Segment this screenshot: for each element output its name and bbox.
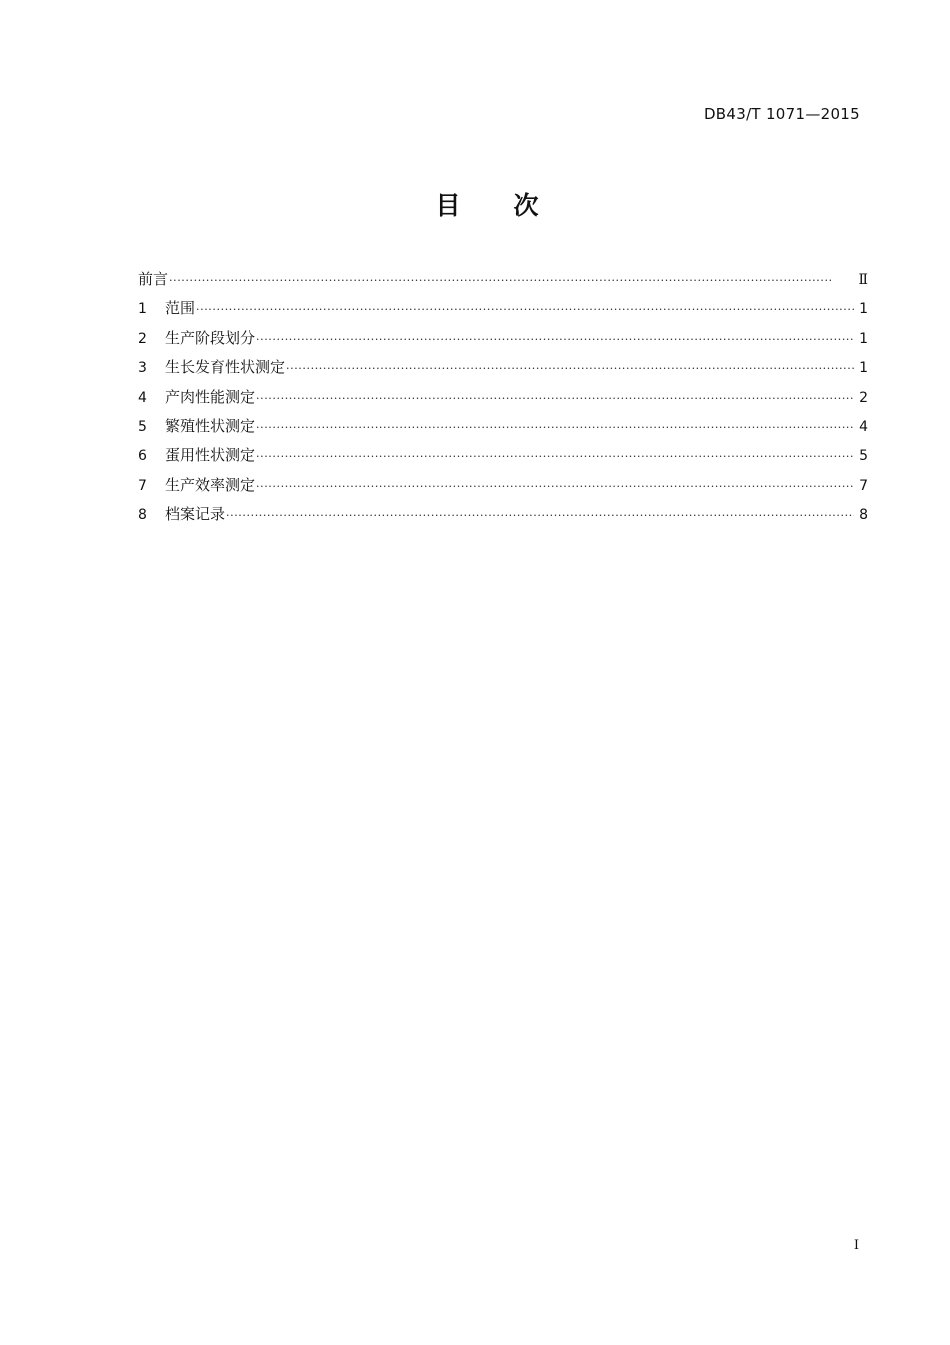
toc-entry-number: 5	[138, 418, 147, 435]
toc-leader-dots	[226, 509, 854, 522]
toc-entry-8[interactable]	[138, 503, 868, 532]
toc-entry-7[interactable]	[138, 474, 868, 503]
toc-entry-3[interactable]	[138, 356, 868, 385]
toc-title-left: 目	[435, 191, 462, 220]
toc-leader-dots	[256, 480, 854, 493]
toc-entry-label: 档案记录	[165, 505, 226, 524]
toc-leader-dots	[169, 274, 854, 287]
toc-entry-page: 5	[859, 448, 868, 465]
toc-entry-page: 1	[859, 330, 868, 347]
toc-entry-page: 7	[859, 477, 868, 494]
toc-entry-2[interactable]	[138, 327, 868, 356]
toc-entry-page: 8	[859, 507, 868, 524]
toc-leader-dots	[256, 333, 854, 346]
toc-entry-number: 7	[138, 477, 147, 494]
toc-entry-page: Ⅱ	[858, 272, 868, 288]
toc-entry-page: 2	[859, 389, 868, 406]
toc-title	[0, 186, 950, 222]
toc-entry-label: 范围	[165, 299, 196, 318]
toc-entry-label: 蛋用性状测定	[165, 446, 256, 465]
toc-title-right: 次	[513, 191, 540, 220]
toc-entry-5[interactable]	[138, 415, 868, 444]
toc-leader-dots	[196, 303, 854, 316]
toc-entry-label: 前言	[138, 270, 169, 288]
toc-entry-number: 8	[138, 507, 147, 524]
toc-entry-label: 产肉性能测定	[165, 387, 256, 406]
page-number: I	[853, 1238, 859, 1253]
toc-leader-dots	[256, 392, 854, 405]
toc-leader-dots	[256, 421, 854, 434]
toc-entry-label: 生长发育性状测定	[165, 358, 286, 377]
toc-entry-preface[interactable]	[138, 268, 868, 297]
toc-entry-4[interactable]	[138, 386, 868, 415]
toc-entry-6[interactable]	[138, 444, 868, 473]
toc-entry-label: 生产阶段划分	[165, 328, 256, 347]
toc-entry-label: 生产效率测定	[165, 475, 256, 494]
toc-entry-page: 1	[859, 360, 868, 377]
toc-list	[138, 268, 868, 533]
document-code: DB43/T 1071—2015	[703, 105, 860, 123]
toc-entry-number: 4	[138, 389, 147, 406]
toc-entry-number: 1	[138, 301, 147, 318]
toc-entry-label: 繁殖性状测定	[165, 416, 256, 435]
toc-leader-dots	[286, 362, 854, 375]
toc-entry-page: 1	[859, 301, 868, 318]
toc-entry-page: 4	[859, 418, 868, 435]
toc-entry-number: 3	[138, 360, 147, 377]
toc-entry-number: 6	[138, 448, 147, 465]
toc-entry-number: 2	[138, 330, 147, 347]
toc-entry-1[interactable]	[138, 297, 868, 326]
toc-leader-dots	[256, 450, 854, 463]
